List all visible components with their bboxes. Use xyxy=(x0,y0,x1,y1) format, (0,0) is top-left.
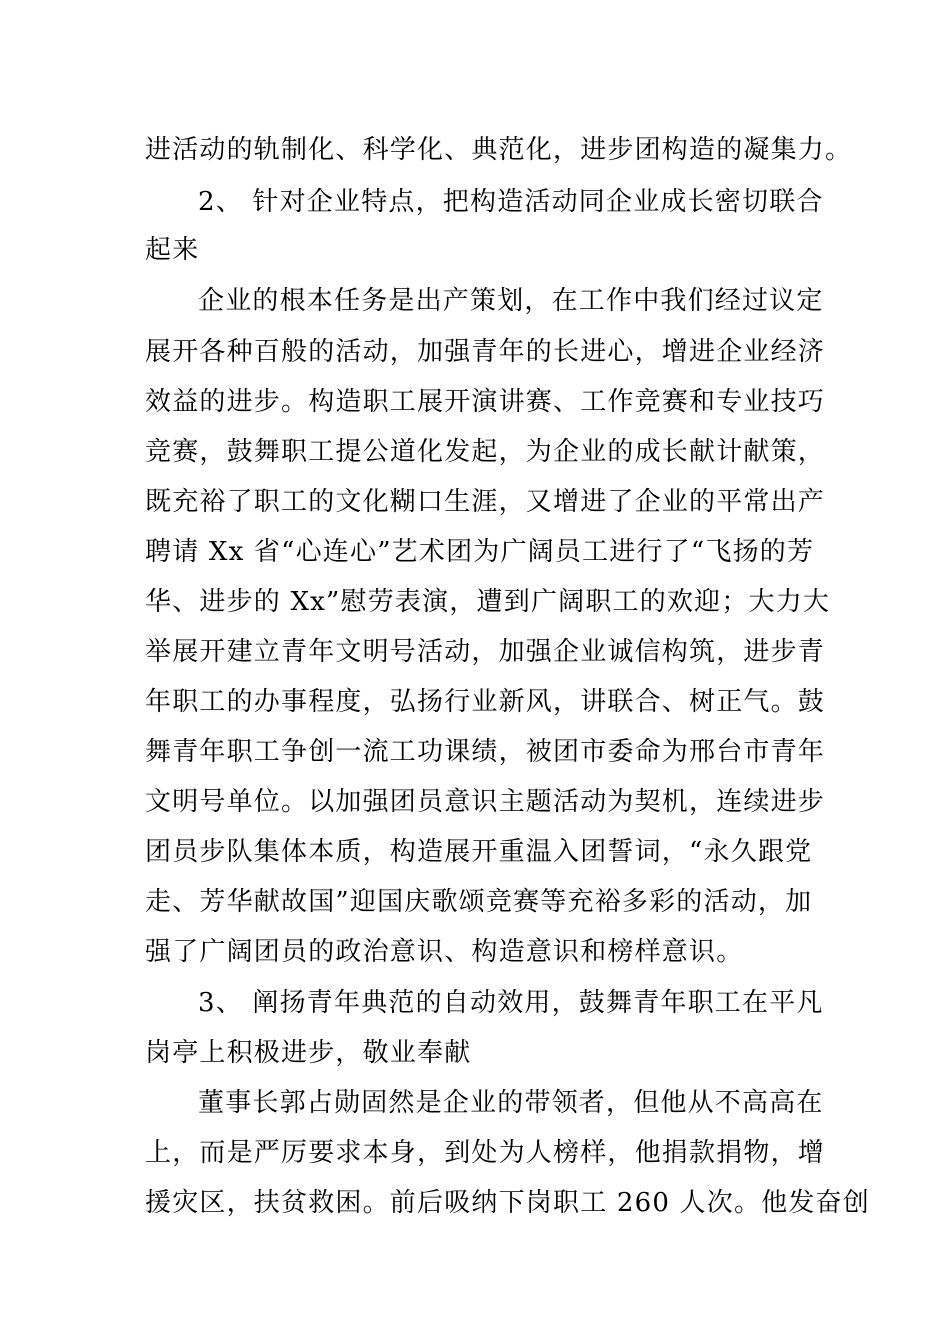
paragraph-line: 华、进步的 Xx”慰劳表演，遭到广阔职工的欢迎；大力大 xyxy=(145,587,831,617)
paragraph-line: 举展开建立青年文明号活动，加强企业诚信构筑，进步青 xyxy=(145,637,826,667)
text-line-1: 进活动的轨制化、科学化、典范化，进步团构造的凝集力。 xyxy=(145,135,853,165)
section-heading-2-cont: 起来 xyxy=(145,235,200,265)
paragraph-line: 走、芳华献故国”迎国庆歌颂竞赛等充裕多彩的活动，加 xyxy=(145,887,813,917)
paragraph-line: 既充裕了职工的文化糊口生涯，又增进了企业的平常出产 xyxy=(145,487,826,517)
paragraph-line: 效益的进步。构造职工展开演讲赛、工作竞赛和专业技巧 xyxy=(145,387,826,417)
paragraph-line: 强了广阔团员的政治意识、构造意识和榜样意识。 xyxy=(145,937,744,967)
paragraph-line: 舞青年职工争创一流工功课绩，被团市委命为邢台市青年 xyxy=(145,737,826,767)
paragraph-line: 年职工的办事程度，弘扬行业新风，讲联合、树正气。鼓 xyxy=(145,687,826,717)
paragraph-line: 竞赛，鼓舞职工提公道化发起，为企业的成长献计献策， xyxy=(145,437,826,467)
paragraph-line: 团员步队集体本质，构造展开重温入团誓词，“永久跟党 xyxy=(145,837,813,867)
paragraph-line: 文明号单位。以加强团员意识主题活动为契机，连续进步 xyxy=(145,787,826,817)
paragraph-line: 企业的根本任务是出产策划，在工作中我们经过议定 xyxy=(198,286,824,316)
paragraph-line: 聘请 Xx 省“心连心”艺术团为广阔员工进行了“飞扬的芳 xyxy=(145,537,815,567)
paragraph-line: 展开各种百般的活动，加强青年的长进心，增进企业经济 xyxy=(145,337,826,367)
section-heading-2: 2、 针对企业特点，把构造活动同企业成长密切联合 xyxy=(198,187,824,217)
section-heading-3-cont: 岗亭上积极进步，敬业奉献 xyxy=(145,1038,472,1068)
paragraph-line: 董事长郭占勋固然是企业的带领者，但他从不高高在 xyxy=(198,1088,824,1118)
paragraph-line: 援灾区，扶贫救困。前后吸纳下岗职工 260 人次。他发奋创 xyxy=(145,1188,870,1218)
section-heading-3: 3、 阐扬青年典范的自动效用，鼓舞青年职工在平凡 xyxy=(198,988,824,1018)
paragraph-line: 上，而是严厉要求本身，到处为人榜样，他捐款捐物，增 xyxy=(145,1138,826,1168)
